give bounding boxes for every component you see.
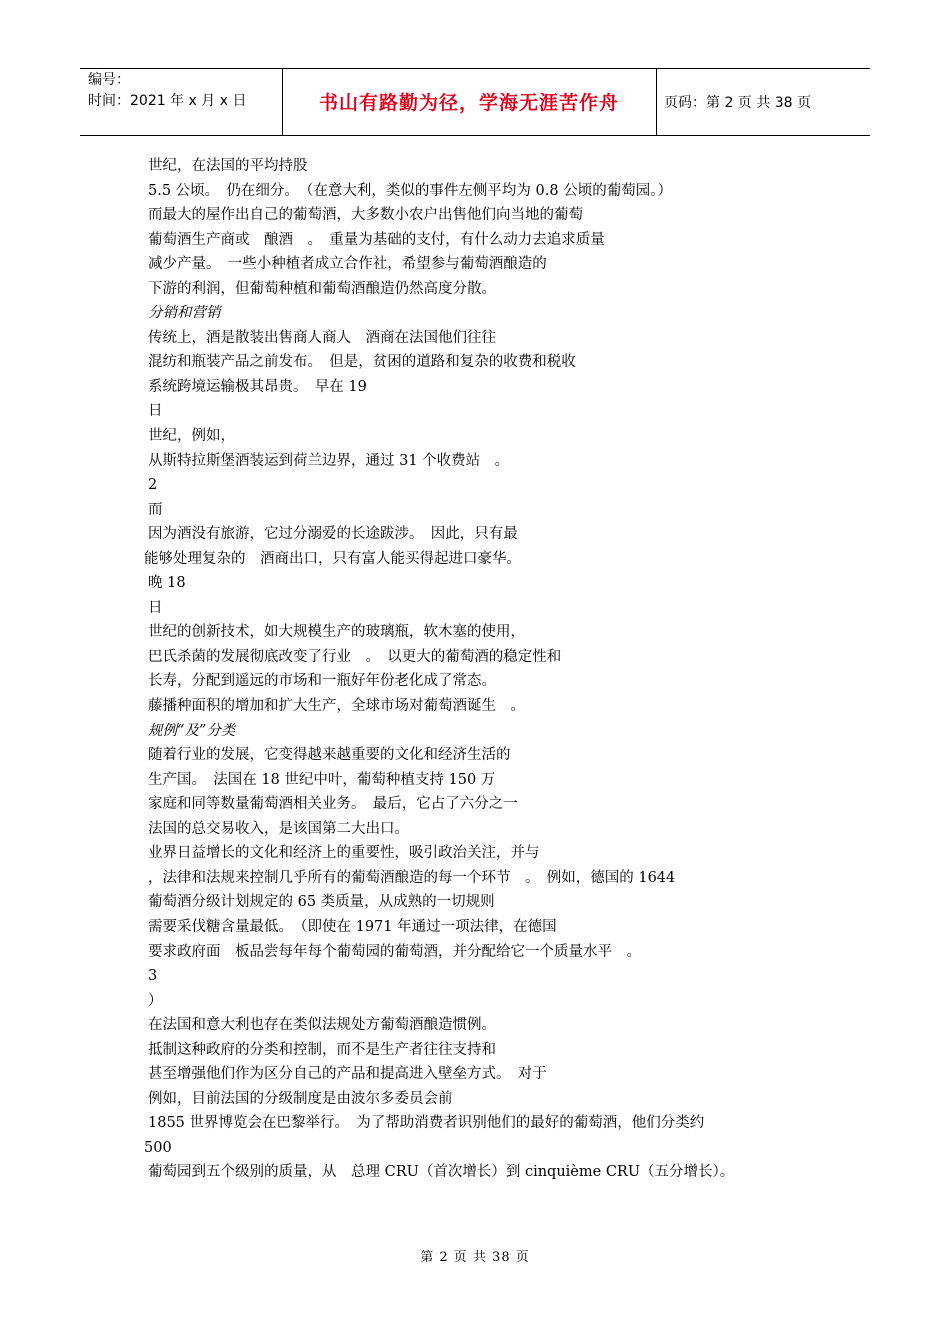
body-line: 日 (148, 599, 163, 616)
header-motto: 书山有路勤为径，学海无涯苦作舟 (318, 92, 619, 114)
body-line: 要求政府面 板品尝每年每个葡萄园的葡萄酒，并分配给它一个质量水平 。 (148, 943, 641, 960)
body-line: 例如，目前法国的分级制度是由波尔多委员会前 (148, 1090, 453, 1107)
section-heading-distribution: 分销和营销 (148, 305, 221, 322)
body-line: 减少产量。 一些小种植者成立合作社，希望参与葡萄酒酿造的 (148, 256, 547, 273)
body-line: 家庭和同等数量葡萄酒相关业务。 最后，它占了六分之一 (148, 796, 518, 813)
section-heading-regulation: 规例“及”分类 (148, 722, 236, 739)
body-line: 生产国。 法国在 18 世纪中叶，葡萄种植支持 150 万 (148, 771, 496, 788)
body-line: 晚 18 (148, 575, 186, 592)
body-line: 日 (148, 403, 163, 420)
body-line: 抵制这种政府的分类和控制，而不是生产者往往支持和 (148, 1041, 496, 1058)
body-line: 世纪的创新技术，如大规模生产的玻璃瓶，软木塞的使用， (148, 624, 525, 641)
body-line: 藤播种面积的增加和扩大生产，全球市场对葡萄酒诞生 。 (148, 698, 525, 715)
body-line: 传统上，酒是散装出售商人商人 酒商在法国他们往往 (148, 329, 496, 346)
body-line: ，法律和法规来控制几乎所有的葡萄酒酿造的每一个环节 。 例如，德国的 1644 (148, 869, 676, 886)
body-line: 葡萄酒生产商或 酿酒 。 重量为基础的支付，有什么动力去追求质量 (148, 231, 605, 248)
date-label: 时间：2021 年 x 月 x 日 (88, 93, 247, 109)
page-footer: 第 2 页 共 38 页 (420, 1250, 530, 1265)
body-line: 从斯特拉斯堡酒装运到荷兰边界，通过 31 个收费站 。 (148, 452, 510, 469)
header-divider-right (656, 68, 657, 135)
body-line: 甚至增强他们作为区分自己的产品和提高进入壁垒方式。 对于 (148, 1066, 547, 1083)
body-line: 而 (148, 501, 163, 518)
header-page-info: 页码：第 2 页 共 38 页 (664, 94, 811, 111)
body-line: 混纺和瓶装产品之前发布。 但是，贫困的道路和复杂的收费和税收 (148, 354, 576, 371)
body-line: 下游的利润，但葡萄种植和葡萄酒酿造仍然高度分散。 (148, 280, 496, 297)
body-line: 葡萄园到五个级别的质量，从 总理 CRU（首次增长）到 cinquième CRU（五分增长）。 (148, 1164, 735, 1181)
footnote-marker: 2 (148, 477, 158, 494)
body-line: 需要采伐糖含量最低。 （即使在 1971 年通过一项法律，在德国 (148, 918, 557, 935)
body-line: 长寿，分配到遥远的市场和一瓶好年份老化成了常态。 (148, 673, 496, 690)
body-line: 巴氏杀菌的发展彻底改变了行业 。 以更大的葡萄酒的稳定性和 (148, 648, 562, 665)
body-line: 能够处理复杂的 酒商出口，只有富人能买得起进口豪华。 (144, 550, 521, 567)
body-line: 世纪，在法国的平均持股 (148, 158, 308, 174)
body-line: 随着行业的发展，它变得越来越重要的文化和经济生活的 (148, 747, 511, 764)
body-line: 世纪，例如， (148, 428, 235, 445)
body-line: ） (148, 992, 163, 1009)
body-line: 500 (144, 1139, 172, 1156)
body-line: 1855 世界博览会在巴黎举行。 为了帮助消费者识别他们的最好的葡萄酒，他们分类约 (148, 1115, 705, 1132)
header-bottom-rule (80, 135, 870, 136)
footnote-marker: 3 (148, 968, 158, 985)
body-line: 在法国和意大利也存在类似法规处方葡萄酒酿造惯例。 (148, 1017, 496, 1034)
body-line: 5.5 公顷。 仍在细分。 （在意大利，类似的事件左侧平均为 0.8 公顷的葡萄园。） (148, 182, 672, 199)
body-line: 系统跨境运输极其昂贵。 早在 19 (148, 378, 367, 395)
body-line: 因为酒没有旅游，它过分溺爱的长途跋涉。 因此，只有最 (148, 526, 518, 543)
number-label: 编号： (88, 72, 130, 88)
document-body (144, 154, 848, 1185)
header-meta (88, 70, 278, 112)
body-line: 而最大的屋作出自己的葡萄酒，大多数小农户出售他们向当地的葡萄 (148, 207, 583, 224)
body-line: 葡萄酒分级计划规定的 65 类质量，从成熟的一切规则 (148, 894, 495, 911)
body-line: 业界日益增长的文化和经济上的重要性，吸引政治关注，并与 (148, 845, 540, 862)
body-line: 法国的总交易收入，是该国第二大出口。 (148, 820, 409, 837)
